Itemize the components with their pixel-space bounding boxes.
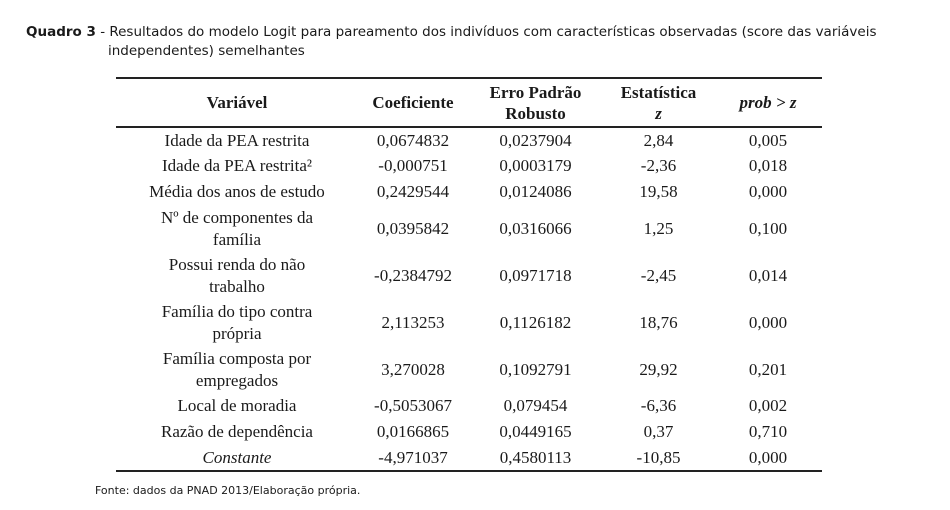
- table-row: [116, 419, 822, 445]
- cell-z: 1,25: [643, 218, 674, 238]
- cell-z: -10,85: [603, 445, 714, 471]
- cell-prob: 0,201: [748, 359, 788, 379]
- table-row: [116, 127, 822, 153]
- cell-erro: 0,0316066: [499, 218, 572, 238]
- cell-z: -6,36: [640, 396, 677, 415]
- cell-variavel-line2: família: [212, 229, 262, 249]
- cell-prob: 0,014: [748, 265, 788, 285]
- table-row: [116, 153, 822, 179]
- cell-erro: 0,0237904: [499, 130, 572, 150]
- cell-coeficiente: 0,0674832: [376, 130, 450, 150]
- cell-coeficiente: 0,2429544: [376, 182, 450, 201]
- cell-erro: 0,079454: [503, 396, 568, 415]
- cell-coeficiente: 0,0166865: [376, 422, 450, 441]
- cell-variavel: Média dos anos de estudo: [149, 182, 325, 201]
- cell-variavel: Idade da PEA restrita: [164, 130, 310, 150]
- cell-erro: 0,1126182: [499, 312, 572, 332]
- cell-z: 19,58: [639, 182, 678, 201]
- cell-z: 2,84: [643, 130, 674, 150]
- table-row: [116, 445, 822, 471]
- cell-variavel-line2: própria: [212, 323, 262, 343]
- header-estat-line2: z: [655, 103, 662, 123]
- cell-coeficiente: 0,0395842: [376, 218, 450, 238]
- cell-prob: 0,002: [748, 396, 788, 415]
- table-row: [116, 346, 822, 393]
- cell-z: 18,76: [639, 312, 678, 332]
- cell-variavel-line2: empregados: [195, 370, 279, 390]
- cell-erro: 0,0449165: [499, 422, 572, 441]
- cell-variavel-line1: Nº de componentes da: [160, 207, 314, 227]
- cell-variavel-line2: trabalho: [209, 276, 265, 296]
- cell-variavel-line1: Família do tipo contra: [161, 301, 313, 321]
- cell-z: 0,37: [643, 422, 674, 441]
- cell-z: -2,36: [640, 156, 677, 175]
- logit-results-table: [116, 77, 822, 472]
- cell-erro: 0,0124086: [499, 182, 572, 201]
- cell-coeficiente: 3,270028: [381, 359, 445, 379]
- cell-prob: 0,018: [748, 156, 788, 175]
- cell-coeficiente: -4,971037: [358, 445, 468, 471]
- cell-variavel-line1: Família composta por: [162, 348, 312, 368]
- cell-prob: 0,005: [748, 130, 788, 150]
- table-header-row: [116, 78, 822, 127]
- cell-coeficiente: -0,2384792: [374, 265, 452, 285]
- cell-prob: 0,710: [748, 422, 788, 441]
- cell-variavel: Constante: [116, 445, 358, 471]
- cell-variavel-line1: Possui renda do não: [168, 254, 306, 274]
- table-row: [116, 252, 822, 299]
- caption-text-line1: - Resultados do modelo Logit para pareamento dos indivíduos com características observadas (score das variáveis: [100, 24, 877, 40]
- cell-erro: 0,0003179: [499, 156, 572, 175]
- cell-z: -2,45: [640, 265, 677, 285]
- cell-variavel: [116, 252, 358, 299]
- table-row: [116, 393, 822, 419]
- cell-coeficiente: -0,5053067: [374, 396, 452, 415]
- cell-erro: 0,4580113: [468, 445, 603, 471]
- header-prob: prob > z: [714, 78, 822, 127]
- cell-coeficiente: 2,113253: [381, 312, 445, 332]
- cell-variavel: [116, 299, 358, 346]
- table-row: [116, 299, 822, 346]
- cell-prob: 0,000: [748, 312, 788, 332]
- header-erro-line2: Robusto: [505, 103, 566, 123]
- header-coeficiente: Coeficiente: [358, 78, 468, 127]
- caption-label: Quadro 3: [26, 24, 96, 40]
- cell-prob: 0,000: [748, 182, 788, 201]
- header-erro-padrao: [468, 78, 603, 127]
- table-row: [116, 205, 822, 252]
- header-estatistica: [603, 78, 714, 127]
- cell-coeficiente: -0,000751: [378, 156, 448, 175]
- cell-variavel: [116, 205, 358, 252]
- cell-variavel: [116, 346, 358, 393]
- cell-z: 29,92: [639, 359, 678, 379]
- table-caption: [26, 23, 936, 61]
- header-estat-line1: Estatística: [620, 82, 697, 102]
- cell-erro: 0,0971718: [499, 265, 572, 285]
- cell-prob: 0,100: [748, 218, 788, 238]
- cell-prob: 0,000: [714, 445, 822, 471]
- cell-variavel: Local de moradia: [177, 396, 297, 415]
- cell-variavel: Idade da PEA restrita²: [161, 156, 313, 175]
- caption-text-line2: independentes) semelhantes: [108, 43, 305, 59]
- table-row: [116, 179, 822, 205]
- source-note: Fonte: dados da PNAD 2013/Elaboração própria.: [95, 484, 361, 497]
- cell-erro: 0,1092791: [499, 359, 572, 379]
- cell-variavel: Razão de dependência: [161, 422, 313, 441]
- header-variavel: Variável: [116, 78, 358, 127]
- header-erro-line1: Erro Padrão: [489, 82, 582, 102]
